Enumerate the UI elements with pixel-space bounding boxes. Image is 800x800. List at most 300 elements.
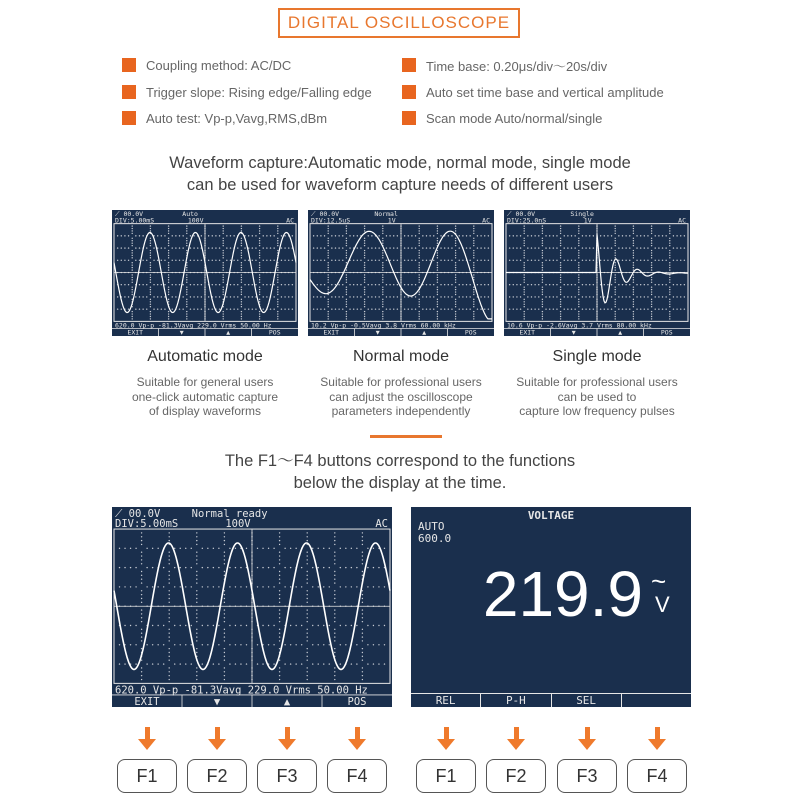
- grid-dot: [150, 238, 151, 239]
- grid-dot: [473, 274, 474, 275]
- grid-dot: [119, 548, 120, 549]
- grid-dot: [223, 233, 224, 234]
- grid-dot: [340, 625, 341, 626]
- grid-dot: [334, 629, 335, 630]
- grid-dot: [419, 277, 420, 278]
- grid-dot: [307, 636, 308, 637]
- grid-dot: [307, 633, 308, 634]
- grid-dot: [223, 262, 224, 263]
- softkey-label[interactable]: EXIT: [127, 328, 144, 336]
- grid-dot: [466, 284, 467, 285]
- grid-dot: [226, 235, 227, 236]
- grid-dot: [655, 308, 656, 309]
- grid-dot: [223, 311, 224, 312]
- grid-dot: [437, 228, 438, 229]
- grid-dot: [161, 308, 162, 309]
- grid-dot: [196, 613, 197, 614]
- grid-dot: [342, 284, 343, 285]
- grid-dot: [680, 247, 681, 248]
- grid-dot: [382, 242, 383, 243]
- grid-dot: [419, 245, 420, 246]
- grid-dot: [313, 296, 314, 297]
- grid-dot: [338, 247, 339, 248]
- grid-dot: [574, 247, 575, 248]
- grid-dot: [312, 644, 313, 645]
- grid-dot: [545, 247, 546, 248]
- grid-dot: [473, 318, 474, 319]
- grid-dot: [307, 640, 308, 641]
- grid-dot: [235, 548, 236, 549]
- grid-dot: [186, 316, 187, 317]
- grid-dot: [426, 235, 427, 236]
- grid-dot: [382, 252, 383, 253]
- grid-dot: [175, 296, 176, 297]
- grid-dot: [356, 644, 357, 645]
- grid-dot: [135, 644, 136, 645]
- grid-dot: [186, 277, 187, 278]
- grid-dot: [196, 582, 197, 583]
- grid-dot: [259, 301, 260, 302]
- grid-dot: [524, 228, 525, 229]
- grid-dot: [488, 260, 489, 261]
- softkey-label[interactable]: ▼: [571, 328, 576, 336]
- grid-dot: [168, 301, 169, 302]
- grid-dot: [542, 286, 543, 287]
- f2-button[interactable]: F2: [187, 759, 247, 793]
- grid-dot: [340, 548, 341, 549]
- grid-dot: [163, 625, 164, 626]
- grid-dot: [393, 235, 394, 236]
- softkey-label[interactable]: ▲: [226, 328, 231, 336]
- f3-button[interactable]: F3: [257, 759, 317, 793]
- grid-dot: [328, 313, 329, 314]
- grid-dot: [477, 284, 478, 285]
- grid-dot: [574, 284, 575, 285]
- grid-dot: [625, 247, 626, 248]
- grid-dot: [168, 294, 169, 295]
- grid-dot: [393, 296, 394, 297]
- grid-dot: [169, 532, 170, 533]
- grid-dot: [223, 294, 224, 295]
- grid-dot: [224, 594, 225, 595]
- grid-dot: [121, 284, 122, 285]
- grid-dot: [259, 240, 260, 241]
- grid-dot: [240, 586, 241, 587]
- softkey-label[interactable]: POS: [268, 328, 281, 336]
- grid-dot: [132, 316, 133, 317]
- grid-dot: [593, 260, 594, 261]
- grid-dot: [651, 294, 652, 295]
- grid-dot: [279, 629, 280, 630]
- grid-dot: [422, 247, 423, 248]
- grid-dot: [647, 296, 648, 297]
- grid-dot: [169, 602, 170, 603]
- grid-dot: [542, 240, 543, 241]
- grid-dot: [622, 296, 623, 297]
- grid-dot: [346, 233, 347, 234]
- f3-button[interactable]: F3: [557, 759, 617, 793]
- grid-dot: [389, 284, 390, 285]
- grid-dot: [542, 279, 543, 280]
- grid-dot: [132, 286, 133, 287]
- grid-dot: [469, 284, 470, 285]
- grid-dot: [640, 308, 641, 309]
- grid-dot: [382, 289, 383, 290]
- grid-dot: [364, 316, 365, 317]
- grid-dot: [277, 250, 278, 251]
- grid-dot: [437, 277, 438, 278]
- grid-dot: [334, 536, 335, 537]
- grid-dot: [462, 260, 463, 261]
- grid-dot: [150, 299, 151, 300]
- softkey-empty[interactable]: [622, 694, 691, 707]
- grid-dot: [362, 598, 363, 599]
- grid-dot: [415, 235, 416, 236]
- grid-dot: [233, 284, 234, 285]
- grid-dot: [196, 636, 197, 637]
- grid-dot: [163, 567, 164, 568]
- grid-dot: [574, 296, 575, 297]
- grid-dot: [665, 235, 666, 236]
- grid-dot: [241, 269, 242, 270]
- grid-dot: [128, 235, 129, 236]
- grid-dot: [233, 296, 234, 297]
- grid-dot: [223, 252, 224, 253]
- grid-dot: [382, 286, 383, 287]
- grid-dot: [328, 238, 329, 239]
- f4-button[interactable]: F4: [627, 759, 687, 793]
- grid-dot: [169, 551, 170, 552]
- grid-dot: [553, 235, 554, 236]
- grid-dot: [618, 308, 619, 309]
- grid-dot: [202, 567, 203, 568]
- coupling-mode: AC: [286, 216, 294, 225]
- grid-dot: [651, 316, 652, 317]
- grid-dot: [389, 296, 390, 297]
- grid-dot: [437, 230, 438, 231]
- grid-dot: [197, 308, 198, 309]
- grid-dot: [279, 579, 280, 580]
- grid-dot: [270, 260, 271, 261]
- grid-dot: [150, 228, 151, 229]
- mode-title: Automatic mode: [147, 348, 263, 365]
- grid-dot: [362, 571, 363, 572]
- grid-dot: [224, 656, 225, 657]
- grid-dot: [371, 284, 372, 285]
- caption-line: The F1～F4 buttons correspond to the functions: [224, 452, 576, 470]
- grid-dot: [615, 294, 616, 295]
- grid-dot: [150, 257, 151, 258]
- grid-dot: [419, 316, 420, 317]
- softkey-label[interactable]: EXIT: [519, 328, 536, 336]
- grid-dot: [346, 277, 347, 278]
- grid-dot: [455, 230, 456, 231]
- grid-dot: [132, 257, 133, 258]
- grid-dot: [331, 260, 332, 261]
- grid-dot: [524, 264, 525, 265]
- grid-dot: [362, 563, 363, 564]
- softkey-label[interactable]: POS: [464, 328, 477, 336]
- grid-dot: [422, 260, 423, 261]
- grid-dot: [141, 671, 142, 672]
- grid-dot: [117, 296, 118, 297]
- grid-dot: [328, 240, 329, 241]
- grid-dot: [615, 230, 616, 231]
- grid-dot: [564, 235, 565, 236]
- softkey-label[interactable]: ▼: [375, 328, 380, 336]
- grid-dot: [213, 625, 214, 626]
- grid-dot: [168, 274, 169, 275]
- grid-dot: [636, 308, 637, 309]
- grid-dot: [473, 238, 474, 239]
- grid-dot: [604, 235, 605, 236]
- grid-dot: [186, 250, 187, 251]
- grid-dot: [615, 233, 616, 234]
- grid-dot: [121, 308, 122, 309]
- grid-dot: [455, 250, 456, 251]
- grid-dot: [207, 586, 208, 587]
- grid-dot: [382, 269, 383, 270]
- softkey-rel[interactable]: REL: [411, 694, 481, 707]
- grid-dot: [633, 255, 634, 256]
- grid-dot: [224, 559, 225, 560]
- softkey-label[interactable]: POS: [347, 695, 367, 707]
- grid-dot: [684, 296, 685, 297]
- grid-dot: [259, 291, 260, 292]
- grid-dot: [169, 598, 170, 599]
- grid-dot: [473, 250, 474, 251]
- grid-dot: [328, 306, 329, 307]
- desc-line: of display waveforms: [148, 404, 262, 418]
- grid-dot: [415, 296, 416, 297]
- softkey-label[interactable]: ▼: [213, 695, 221, 707]
- grid-dot: [169, 563, 170, 564]
- grid-dot: [328, 286, 329, 287]
- grid-dot: [364, 267, 365, 268]
- grid-dot: [655, 260, 656, 261]
- grid-dot: [433, 296, 434, 297]
- grid-dot: [600, 247, 601, 248]
- grid-dot: [196, 551, 197, 552]
- grid-dot: [335, 235, 336, 236]
- grid-dot: [360, 296, 361, 297]
- grid-dot: [662, 284, 663, 285]
- grid-dot: [373, 548, 374, 549]
- grid-dot: [419, 242, 420, 243]
- grid-dot: [186, 269, 187, 270]
- mode-description: [105, 375, 305, 419]
- grid-dot: [190, 296, 191, 297]
- grid-dot: [364, 274, 365, 275]
- grid-dot: [241, 262, 242, 263]
- grid-dot: [451, 260, 452, 261]
- grid-dot: [662, 235, 663, 236]
- grid-dot: [266, 260, 267, 261]
- grid-dot: [644, 247, 645, 248]
- grid-dot: [259, 228, 260, 229]
- grid-dot: [615, 279, 616, 280]
- grid-dot: [132, 311, 133, 312]
- grid-dot: [172, 235, 173, 236]
- grid-dot: [560, 282, 561, 283]
- grid-dot: [237, 247, 238, 248]
- grid-dot: [542, 301, 543, 302]
- grid-dot: [585, 260, 586, 261]
- grid-dot: [524, 313, 525, 314]
- grid-dot: [473, 264, 474, 265]
- grid-dot: [277, 225, 278, 226]
- softkey-label[interactable]: ▼: [179, 328, 184, 336]
- grid-dot: [455, 252, 456, 253]
- grid-dot: [542, 250, 543, 251]
- grid-dot: [169, 660, 170, 661]
- grid-dot: [229, 586, 230, 587]
- softkey-label[interactable]: EXIT: [323, 328, 340, 336]
- grid-dot: [393, 284, 394, 285]
- grid-dot: [185, 586, 186, 587]
- grid-dot: [224, 679, 225, 680]
- grid-dot: [307, 594, 308, 595]
- grid-dot: [364, 279, 365, 280]
- grid-dot: [230, 235, 231, 236]
- feature-list: [122, 56, 722, 126]
- grid-dot: [356, 663, 357, 664]
- grid-dot: [538, 247, 539, 248]
- grid-dot: [307, 660, 308, 661]
- grid-dot: [367, 625, 368, 626]
- voltmeter-mode: AUTO: [418, 520, 445, 533]
- grid-dot: [367, 548, 368, 549]
- grid-dot: [230, 308, 231, 309]
- grid-dot: [186, 306, 187, 307]
- desc-line: Suitable for professional users: [516, 375, 678, 389]
- trigger-level: ⟋ 00.0V: [115, 507, 161, 520]
- grid-dot: [263, 247, 264, 248]
- grid-dot: [307, 656, 308, 657]
- grid-dot: [604, 247, 605, 248]
- grid-dot: [647, 284, 648, 285]
- feature-item: [402, 83, 664, 101]
- grid-dot: [600, 296, 601, 297]
- grid-dot: [382, 299, 383, 300]
- grid-dot: [578, 233, 579, 234]
- grid-dot: [284, 663, 285, 664]
- grid-dot: [567, 235, 568, 236]
- grid-dot: [669, 233, 670, 234]
- grid-dot: [560, 230, 561, 231]
- grid-dot: [615, 282, 616, 283]
- grid-dot: [513, 260, 514, 261]
- grid-dot: [362, 667, 363, 668]
- grid-dot: [618, 284, 619, 285]
- f2-button[interactable]: F2: [486, 759, 546, 793]
- grid-dot: [448, 308, 449, 309]
- grid-dot: [290, 586, 291, 587]
- grid-dot: [212, 284, 213, 285]
- grid-dot: [346, 238, 347, 239]
- grid-dot: [281, 260, 282, 261]
- grid-dot: [320, 247, 321, 248]
- grid-dot: [560, 267, 561, 268]
- grid-dot: [335, 247, 336, 248]
- grid-dot: [459, 308, 460, 309]
- grid-dot: [524, 250, 525, 251]
- grid-dot: [362, 671, 363, 672]
- softkey-label[interactable]: ▲: [283, 695, 291, 707]
- grid-dot: [130, 625, 131, 626]
- grid-dot: [334, 609, 335, 610]
- softkey-label[interactable]: ▲: [618, 328, 623, 336]
- f4-button[interactable]: F4: [327, 759, 387, 793]
- grid-dot: [233, 260, 234, 261]
- grid-dot: [324, 284, 325, 285]
- grid-dot: [161, 284, 162, 285]
- grid-dot: [422, 308, 423, 309]
- grid-dot: [378, 625, 379, 626]
- grid-dot: [473, 294, 474, 295]
- grid-dot: [571, 284, 572, 285]
- grid-dot: [534, 296, 535, 297]
- grid-dot: [219, 247, 220, 248]
- grid-dot: [224, 617, 225, 618]
- f1-button[interactable]: F1: [117, 759, 177, 793]
- grid-dot: [484, 308, 485, 309]
- grid-dot: [150, 274, 151, 275]
- grid-dot: [135, 296, 136, 297]
- grid-dot: [542, 282, 543, 283]
- softkey-label[interactable]: EXIT: [134, 695, 160, 707]
- grid-dot: [329, 625, 330, 626]
- grid-dot: [157, 260, 158, 261]
- grid-dot: [578, 318, 579, 319]
- grid-dot: [542, 238, 543, 239]
- grid-dot: [141, 544, 142, 545]
- grid-dot: [455, 279, 456, 280]
- f1-button[interactable]: F1: [416, 759, 476, 793]
- grid-dot: [328, 242, 329, 243]
- grid-dot: [560, 274, 561, 275]
- grid-dot: [168, 313, 169, 314]
- softkey-ph[interactable]: P-H: [481, 694, 551, 707]
- bullet-icon: [122, 85, 136, 99]
- softkey-label[interactable]: POS: [660, 328, 673, 336]
- grid-dot: [135, 235, 136, 236]
- grid-dot: [175, 235, 176, 236]
- trigger-level: ⟋ 00.0V: [311, 210, 340, 219]
- grid-dot: [196, 598, 197, 599]
- grid-dot: [233, 308, 234, 309]
- grid-dot: [378, 260, 379, 261]
- grid-dot: [241, 313, 242, 314]
- grid-dot: [292, 308, 293, 309]
- grid-dot: [662, 260, 663, 261]
- grid-dot: [647, 308, 648, 309]
- grid-dot: [223, 313, 224, 314]
- grid-dot: [219, 235, 220, 236]
- grid-dot: [346, 230, 347, 231]
- grid-dot: [169, 679, 170, 680]
- grid-dot: [132, 245, 133, 246]
- grid-dot: [484, 260, 485, 261]
- softkey-sel[interactable]: SEL: [552, 694, 622, 707]
- softkey-label[interactable]: ▲: [422, 328, 427, 336]
- grid-dot: [317, 235, 318, 236]
- grid-dot: [259, 250, 260, 251]
- grid-dot: [673, 260, 674, 261]
- grid-dot: [141, 667, 142, 668]
- grid-dot: [318, 644, 319, 645]
- grid-dot: [218, 625, 219, 626]
